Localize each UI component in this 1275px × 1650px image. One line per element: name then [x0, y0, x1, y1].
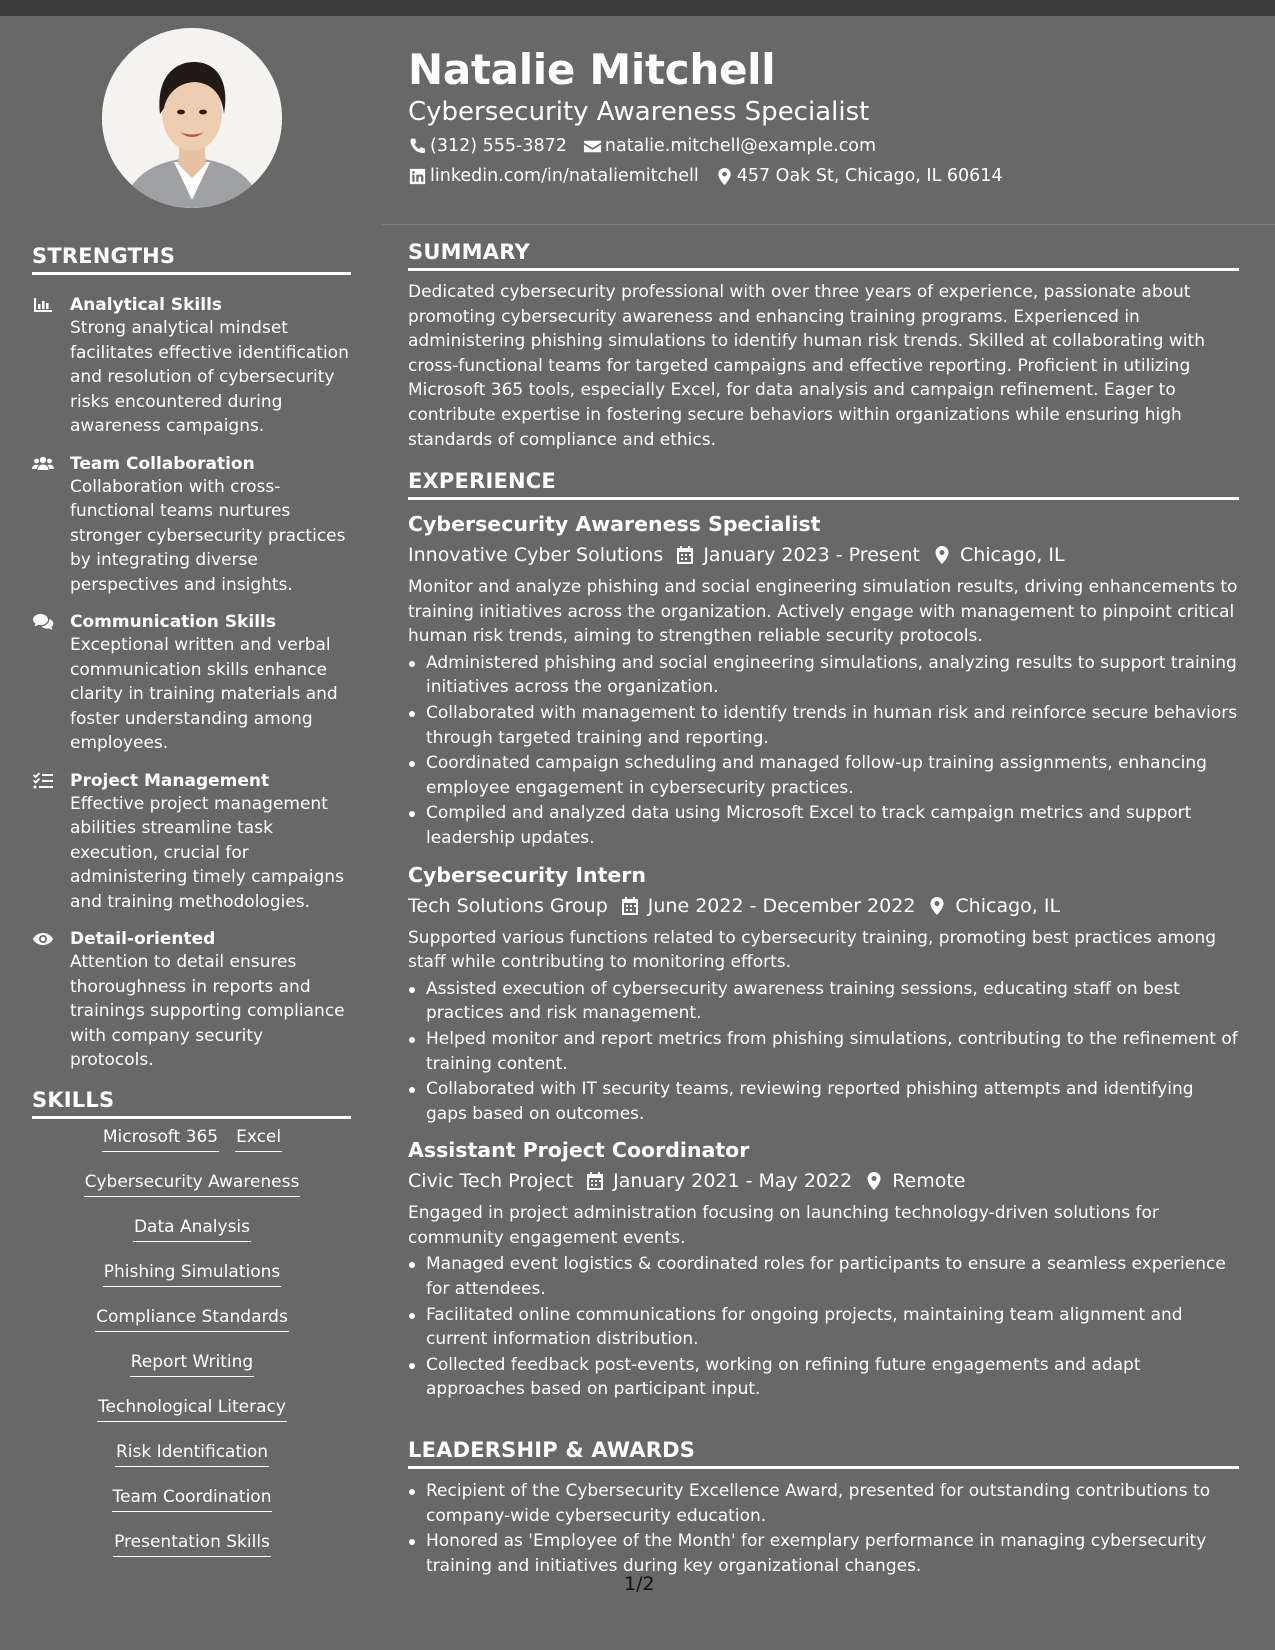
linkedin-contact[interactable]: [408, 164, 699, 188]
strength-item: [32, 294, 352, 439]
job-title: Assistant Project Coordinator: [408, 1138, 750, 1163]
job-bullet: Coordinated campaign scheduling and managed follow-up training assignments, enhancing employee engagement in cybersecurity practices.: [408, 751, 1239, 800]
phone-number: (312) 555-3872: [430, 136, 567, 156]
job-meta: [408, 541, 1239, 569]
page-indicator: 1/2: [624, 1573, 655, 1595]
phone-icon: [408, 137, 427, 156]
job-bullet: Helped monitor and report metrics from phishing simulations, contributing to the refinement of training content.: [408, 1027, 1239, 1076]
job-bullet: Collaborated with IT security teams, reviewing reported phishing attempts and identifying gaps based on outcomes.: [408, 1077, 1239, 1126]
job-dates: June 2022 - December 2022: [647, 894, 916, 917]
skill-tag: Compliance Standards: [95, 1306, 289, 1332]
job-entry: [408, 510, 1239, 851]
job-bullet: Compiled and analyzed data using Microsoft Excel to track campaign metrics and support leadership updates.: [408, 801, 1239, 850]
bar-chart-icon: [32, 294, 70, 439]
job-bullet: Facilitated online communications for ongoing projects, maintaining team alignment and current information distribution.: [408, 1303, 1239, 1352]
job-bullet: Managed event logistics & coordinated roles for participants to ensure a seamless experience for attendees.: [408, 1252, 1239, 1301]
linkedin-icon: [408, 167, 427, 186]
email-link[interactable]: natalie.mitchell@example.com: [604, 136, 877, 156]
skill-tag: Phishing Simulations: [103, 1261, 281, 1287]
envelope-icon: [583, 137, 602, 156]
skill-tag: Technological Literacy: [97, 1396, 287, 1422]
skill-tag: Data Analysis: [133, 1216, 251, 1242]
top-bar: [0, 0, 1275, 16]
job-meta: [408, 892, 1239, 920]
experience-heading: EXPERIENCE: [408, 469, 1239, 500]
strength-title: Project Management: [70, 770, 270, 791]
skill-tag: Microsoft 365: [102, 1126, 219, 1152]
candidate-name: Natalie Mitchell: [408, 45, 776, 94]
awards-section: [408, 1438, 1239, 1579]
job-title: Cybersecurity Intern: [408, 862, 647, 887]
skill-tag: Risk Identification: [115, 1441, 269, 1467]
skill-tag: Excel: [235, 1126, 282, 1152]
job-description: Supported various functions related to cybersecurity training, promoting best practices among staff while contributing to monitoring efforts.: [408, 927, 1217, 973]
address-contact: [715, 164, 1003, 188]
job-meta: [408, 1167, 1239, 1195]
strength-description: Effective project management abilities streamline task execution, crucial for administering timely campaigns and training methodologies.: [70, 793, 344, 912]
job-entry: [408, 1136, 1239, 1402]
address-text: 457 Oak St, Chicago, IL 60614: [736, 166, 1003, 186]
map-pin-icon: [927, 896, 947, 916]
strength-item: [32, 611, 352, 756]
skill-tag: Team Coordination: [112, 1486, 273, 1512]
strength-item: [32, 928, 352, 1073]
avatar: [102, 28, 282, 208]
eye-icon: [32, 928, 70, 1073]
contact-row: [408, 164, 1238, 188]
job-company: Tech Solutions Group: [408, 894, 608, 917]
job-bullets: [408, 977, 1239, 1127]
skills-list: [32, 1126, 352, 1576]
job-title: Cybersecurity Awareness Specialist: [408, 512, 821, 536]
calendar-icon: [585, 1171, 605, 1191]
experience-section: [408, 469, 1239, 1403]
resume-header: [408, 42, 1238, 188]
strength-title: Team Collaboration: [70, 453, 255, 474]
summary-heading: SUMMARY: [408, 240, 1239, 271]
summary-text: Dedicated cybersecurity professional with over three years of experience, passionate about promoting cybersecurity awareness and enhancing training programs. Experienced in administering phishing simulations to identify human risk trends. Skilled at collaborating with cross-functional teams for targeted campaigns and effective reporting. Proficient in utilizing Microsoft 365 tools, especially Excel, for data analysis and campaign refinement. Eager to contribute expertise in fostering secure behaviors within organizations while ensuring high standards of compliance and ethics.: [408, 282, 1205, 450]
skill-tag: Report Writing: [130, 1351, 254, 1377]
strength-title: Analytical Skills: [70, 295, 223, 315]
strength-item: [32, 453, 352, 598]
map-pin-icon: [932, 545, 952, 565]
header-divider: [382, 224, 1275, 225]
job-location: Chicago, IL: [955, 894, 1061, 917]
award-item: Recipient of the Cybersecurity Excellence Award, presented for outstanding contributions to company-wide cybersecurity education.: [408, 1479, 1239, 1528]
calendar-icon: [620, 896, 640, 916]
awards-heading: LEADERSHIP & AWARDS: [408, 1438, 1239, 1469]
job-bullet: Administered phishing and social engineering simulations, analyzing results to support training initiatives across the organization.: [408, 651, 1239, 700]
job-company: Innovative Cyber Solutions: [408, 544, 664, 566]
strengths-heading: STRENGTHS: [32, 244, 351, 275]
strength-title: Communication Skills: [70, 612, 276, 632]
phone-contact: [408, 134, 567, 158]
comments-icon: [32, 611, 70, 756]
map-pin-icon: [864, 1171, 884, 1191]
contact-row: [408, 134, 1238, 158]
strength-title: Detail-oriented: [70, 929, 216, 949]
skill-tag: Presentation Skills: [113, 1531, 271, 1557]
skill-tag: Cybersecurity Awareness: [84, 1171, 301, 1197]
job-entry: [408, 861, 1239, 1127]
job-dates: January 2021 - May 2022: [613, 1170, 853, 1193]
strength-item: [32, 770, 352, 915]
skills-heading: SKILLS: [32, 1088, 351, 1119]
job-bullet: Collected feedback post-events, working on refining future engagements and adapt approaches based on participant input.: [408, 1353, 1239, 1402]
job-bullet: Assisted execution of cybersecurity awareness training sessions, educating staff on best practices and risk management.: [408, 977, 1239, 1026]
task-list-icon: [32, 770, 70, 915]
strength-description: Attention to detail ensures thoroughness in reports and trainings supporting compliance with company security protocols.: [70, 952, 345, 1070]
strength-description: Collaboration with cross-functional teams nurtures stronger cybersecurity practices by integrating diverse perspectives and insights.: [70, 476, 346, 595]
job-bullet: Collaborated with management to identify trends in human risk and reinforce secure behaviors through targeted training and reporting.: [408, 701, 1239, 750]
job-company: Civic Tech Project: [408, 1170, 574, 1193]
calendar-icon: [675, 545, 695, 565]
job-location: Remote: [892, 1170, 966, 1193]
job-dates: January 2023 - Present: [703, 544, 920, 566]
job-description: Monitor and analyze phishing and social engineering simulation results, driving enhancements to training initiatives across the organization. Actively engage with management to pinpoint critical human risk trends, aiming to strengthen reliable security protocols.: [408, 577, 1238, 647]
strengths-list: [32, 294, 352, 1087]
linkedin-link[interactable]: linkedin.com/in/nataliemitchell: [430, 166, 699, 186]
strength-description: Strong analytical mindset facilitates effective identification and resolution of cybersecurity risks encountered during awareness campaigns.: [70, 318, 349, 436]
job-description: Engaged in project administration focusing on launching technology-driven solutions for community engagement events.: [408, 1203, 1159, 1248]
strength-description: Exceptional written and verbal communication skills enhance clarity in training materials and foster understanding among employees.: [70, 635, 338, 753]
candidate-title: Cybersecurity Awareness Specialist: [408, 97, 870, 127]
profile-photo: [102, 28, 282, 208]
job-location: Chicago, IL: [959, 544, 1065, 566]
users-icon: [32, 453, 70, 598]
award-item: Honored as 'Employee of the Month' for exemplary performance in managing cybersecurity training and initiatives during key organizational changes.: [408, 1529, 1239, 1578]
job-bullets: [408, 651, 1239, 851]
job-bullets: [408, 1252, 1239, 1402]
map-pin-icon: [715, 167, 734, 186]
email-contact[interactable]: [583, 134, 876, 158]
awards-list: [408, 1479, 1239, 1578]
summary-section: [408, 240, 1239, 452]
